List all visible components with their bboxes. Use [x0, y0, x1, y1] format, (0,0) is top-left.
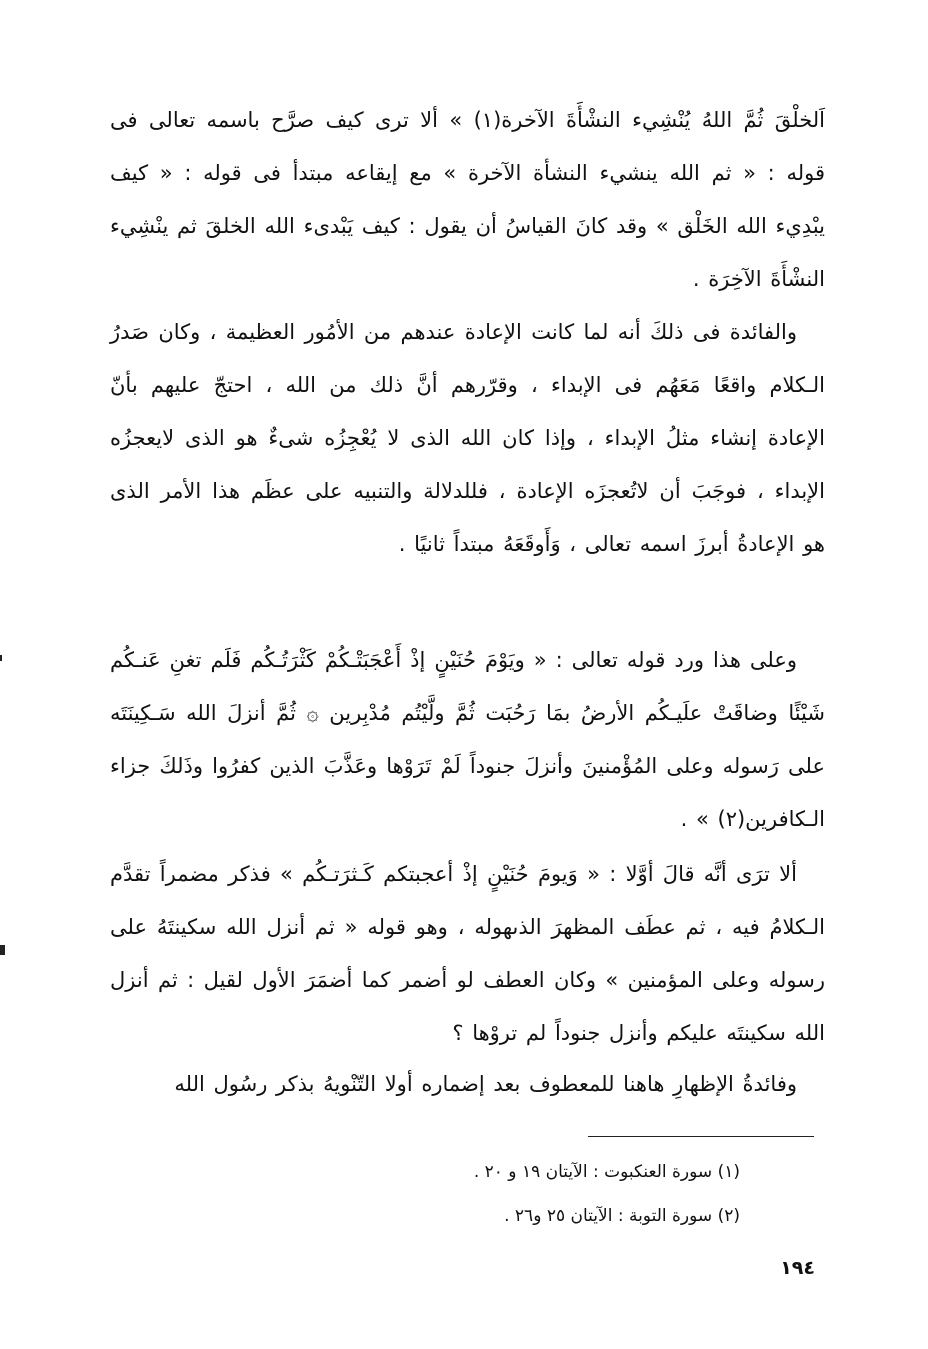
body-paragraph-1: [110, 94, 825, 306]
footnote-separator: [588, 1136, 814, 1137]
scan-margin-mark: [0, 655, 2, 661]
paragraph-text: والفائدة فى ذلكَ أنه لما كانت الإعادة عندهم من الأمُور العظيمة ، وكان صَدرُ الـكلام واقعًا مَعَهُم فى الإبداء ، وقرّرهم أنَّ ذلك من الله ، احتجّ عليهم بأنّ الإعادة إنشاء مثلُ الإبداء ، وإذا كان الله الذى لا يُعْجِزُه شىءٌ هو الذى لايعجزُه الإبداء ، فوجَبَ أن لاتُعجزَه الإعادة ، فللدلالة والتنبيه على عظَم هذا الأمر الذى هو الإعادةُ أبرزَ اسمه تعالى ، وَأَوقَعَهُ مبتداً ثانيًا .: [110, 320, 825, 556]
footnote-1: (١) سورة العنكبوت : الآيتان ١٩ و ٢٠ .: [473, 1162, 740, 1182]
paragraph-text: وعلى هذا ورد قوله تعالى : « ويَوْمَ حُنَيْنٍ إذْ أَعْجَبَتْـكُمْ كَثْرَتُـكُم فَلَم تغنِ عَنـكُم شَيْئًا وضاقَتْ علَيـكُم الأرضُ بمَا رَحُبَت ثُمَّ ولَّيْتُم مُدْبِرين ۞ ثُمَّ أنزلَ الله سَـكِينَتَه على رَسوله وعلى المُؤْمنينَ وأنزلَ جنوداً لَمْ تَرَوْها وعَذَّبَ الذين كفرُوا وذَلكَ جزاء الـكافرين(٢) » .: [110, 648, 825, 831]
footnote-2: (٢) سورة التوبة : الآيتان ٢٥ و٢٦ .: [504, 1206, 740, 1226]
footnotes: [300, 1150, 740, 1238]
paragraph-text: ألا ترَى أنَّه قالَ أوَّلا : « وَيومَ حُنَيْنٍ إذْ أعجبتكم كَـثرَتـكُم » فذكر مضمراً تقدَّم الـكلامُ فيه ، ثم عطَف المظهرَ الذىهوله ، وهو قوله « ثم أنزل الله سكينتَهُ على رسوله وعلى المؤمنين » وكان العطف لو أضمر كما أضمَرَ الأول لقيل : ثم أنزل الله سكينتَه عليكم وأنزل جنوداً لم تروْها ؟: [110, 862, 825, 1045]
body-paragraph-5: [110, 1058, 825, 1111]
body-paragraph-2: [110, 306, 825, 571]
body-paragraph-4: [110, 848, 825, 1060]
body-paragraph-3: [110, 634, 825, 846]
paragraph-text: وفائدةُ الإظهارِ هاهنا للمعطوف بعد إضماره أولا التّنْويهُ بذكر رسُول الله: [174, 1072, 797, 1096]
page-number: ١٩٤: [780, 1257, 815, 1279]
scan-margin-mark: [0, 945, 5, 955]
paragraph-text: اَلخلْقَ ثُمَّ اللهُ يُنْشِيء النشْأَةَ الآخرة(١) » ألا ترى كيف صرَّح باسمه تعالى فى قوله : « ثم الله ينشيء النشأة الآخرة » مع إيقاعه مبتدأ فى قوله : « كيف يبْدِيء الله الخَلْق » وقد كانَ القياسُ أن يقول : كيف يَبْدىء الله الخلقَ ثم ينْشِيء النشْأَةَ الآخِرَة .: [110, 108, 825, 291]
